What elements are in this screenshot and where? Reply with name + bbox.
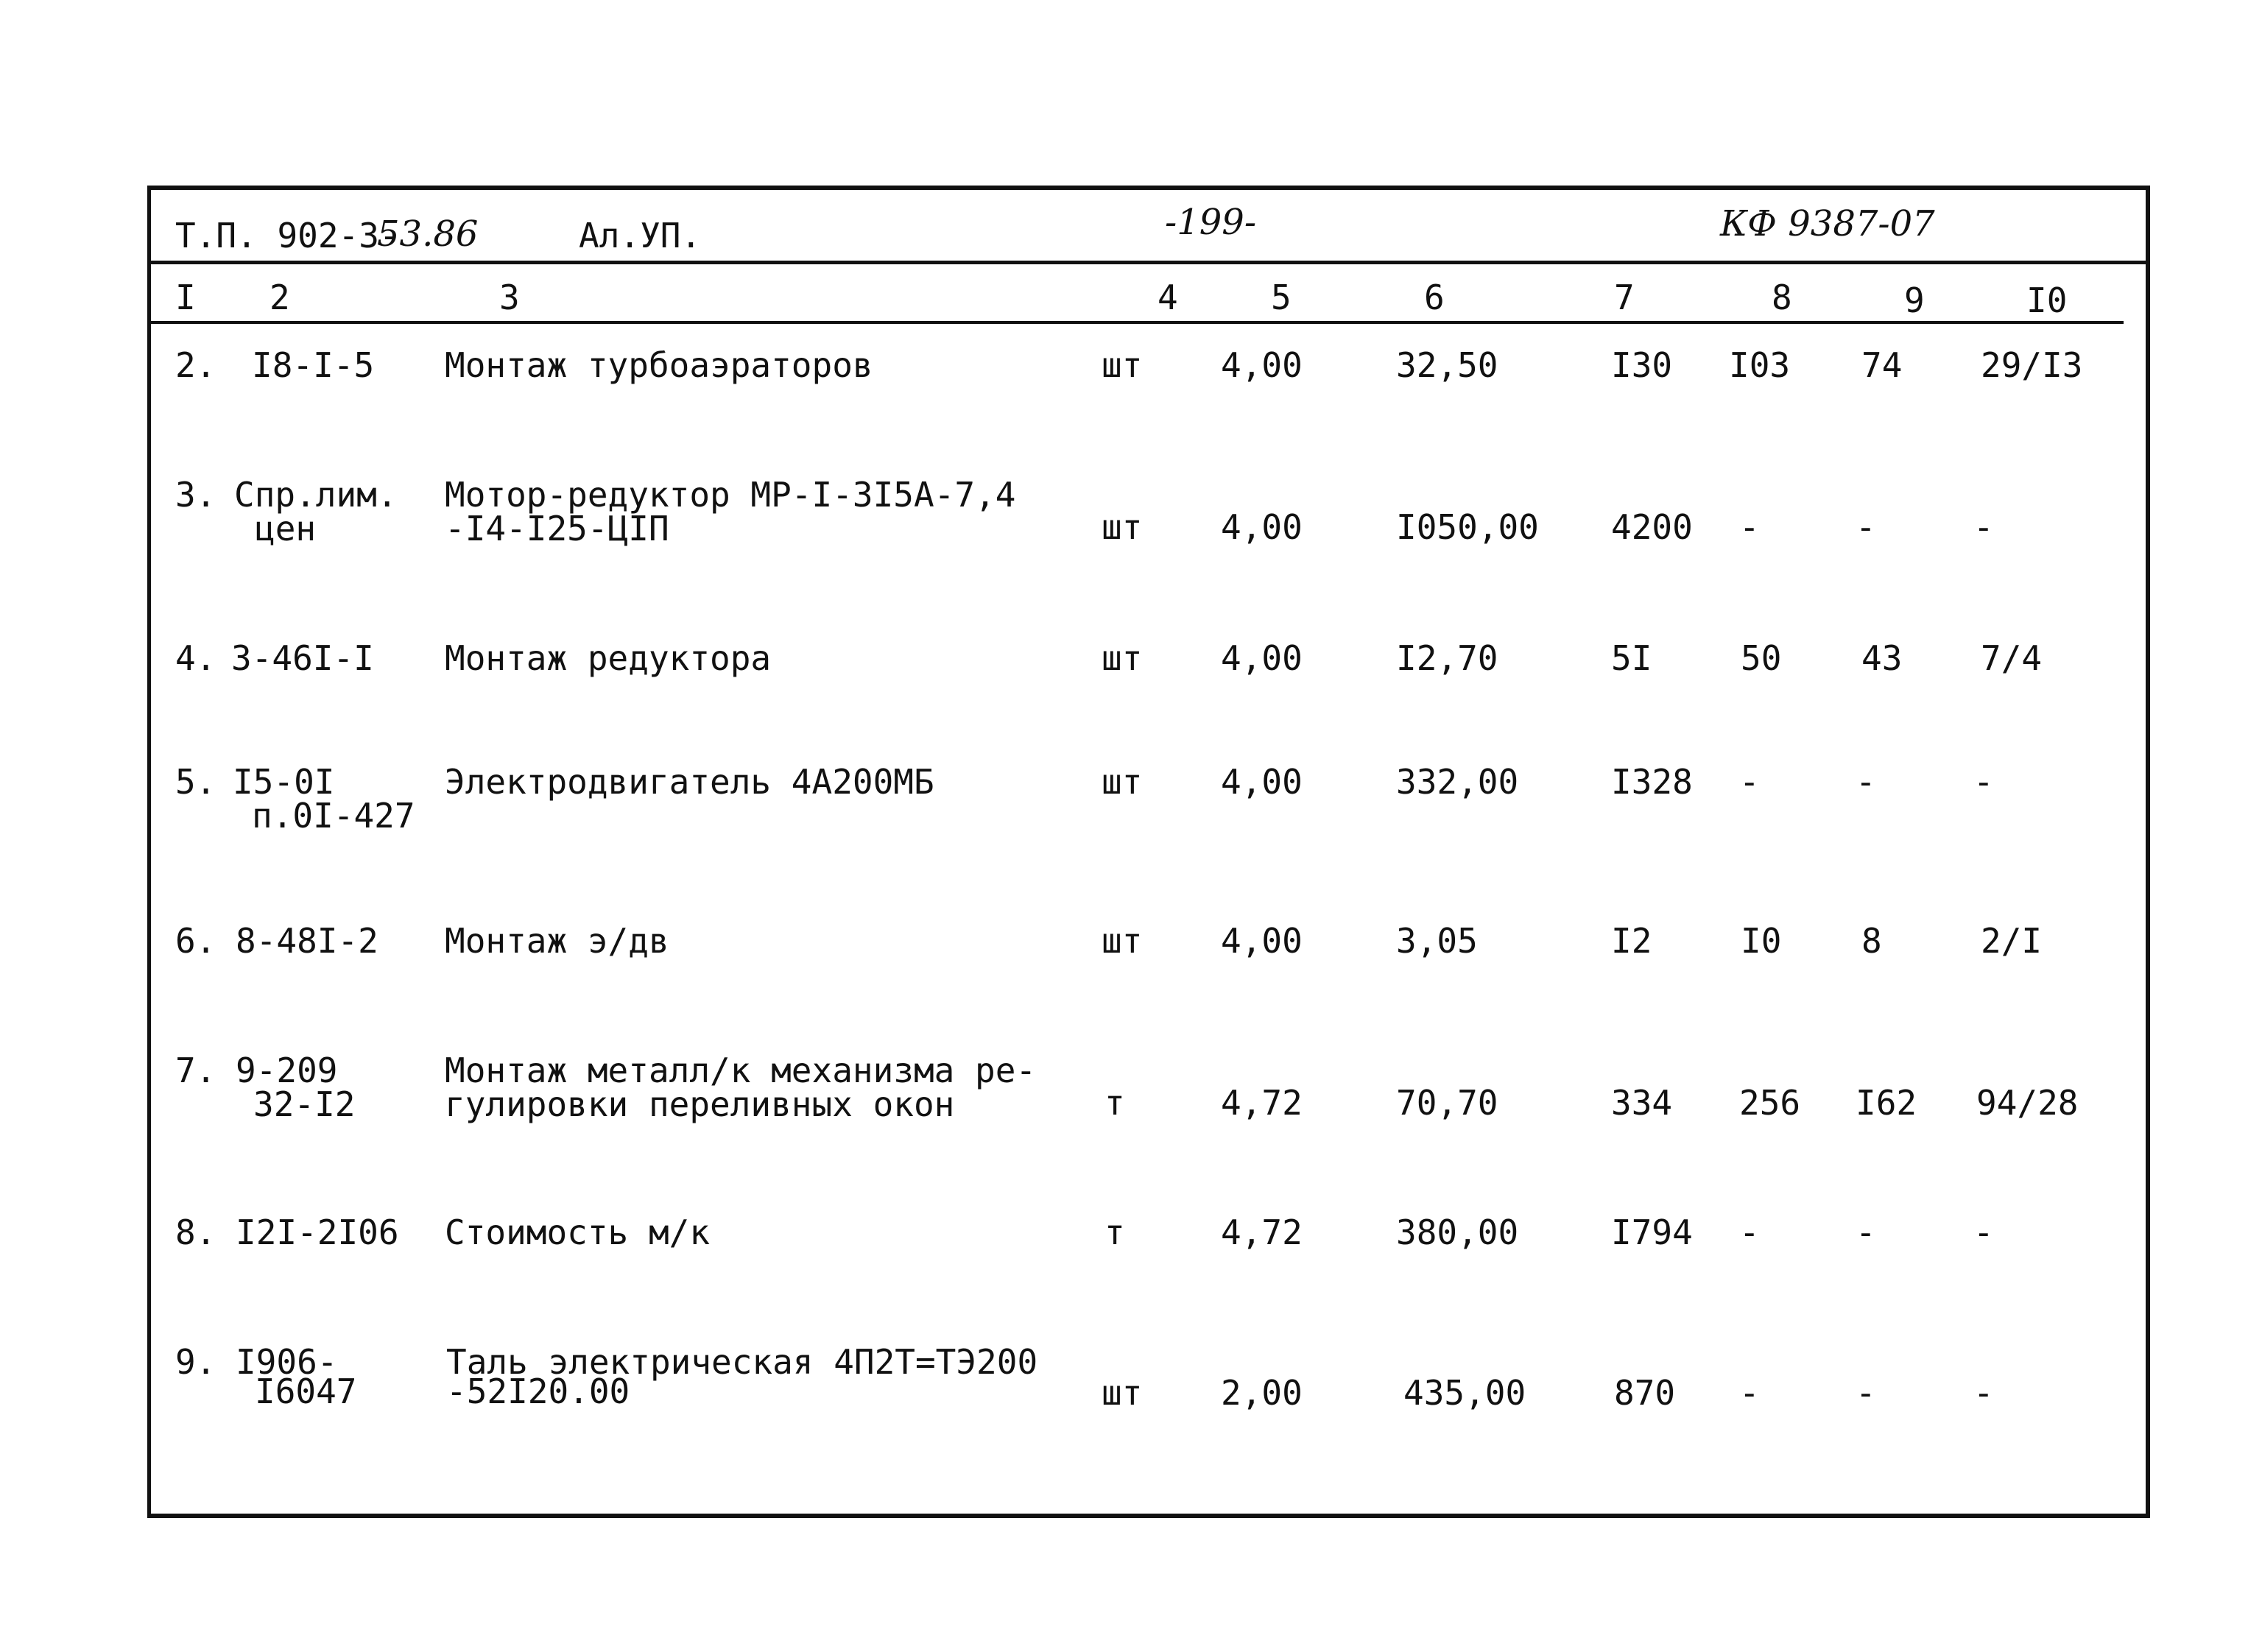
unit: шт xyxy=(1102,762,1143,802)
column-8-value: 50 xyxy=(1741,638,1782,678)
row-number: 6. xyxy=(175,921,216,961)
quantity: 4,72 xyxy=(1221,1083,1303,1123)
quantity: 4,00 xyxy=(1221,762,1303,802)
column-number-4: 4 xyxy=(1158,278,1178,317)
work-name: Электродвигатель 4А200МБ xyxy=(445,762,934,802)
work-name-line-2: -I4-I25-ЦIП xyxy=(445,509,669,548)
unit: шт xyxy=(1102,638,1143,678)
column-number-10: I0 xyxy=(2026,280,2068,320)
column-10-value: - xyxy=(1973,762,1994,802)
quantity: 4,00 xyxy=(1221,921,1303,961)
row-number: 2. xyxy=(175,345,216,385)
column-9-value: 43 xyxy=(1861,638,1903,678)
column-8-value: I0 xyxy=(1741,921,1782,961)
column-10-value: 29/I3 xyxy=(1981,345,2083,385)
column-8-value: - xyxy=(1739,507,1760,547)
column-8-value: 256 xyxy=(1739,1083,1801,1123)
work-name: Таль электрическая 4П2Т=ТЭ200 xyxy=(446,1342,1038,1382)
column-10-value: - xyxy=(1973,1373,1994,1413)
album-label: Ал.УП. xyxy=(579,216,702,255)
work-name: Монтаж турбоаэраторов xyxy=(445,345,873,385)
column-10-value: 2/I xyxy=(1981,921,2043,961)
total-cost: I328 xyxy=(1611,762,1693,802)
work-name: Стоимость м/к xyxy=(445,1212,711,1252)
column-number-3: 3 xyxy=(499,278,520,317)
unit: шт xyxy=(1102,507,1143,547)
row-number: 5. xyxy=(175,762,216,802)
row-number: 3. xyxy=(175,475,216,515)
total-cost: 334 xyxy=(1611,1083,1673,1123)
price-code: I8-I-5 xyxy=(252,345,375,385)
unit-price: I2,70 xyxy=(1396,638,1498,678)
column-number-5: 5 xyxy=(1271,278,1292,317)
column-8-value: - xyxy=(1739,762,1760,802)
unit-price: 70,70 xyxy=(1396,1083,1498,1123)
unit: шт xyxy=(1102,921,1143,961)
column-number-9: 9 xyxy=(1904,280,1925,320)
column-number-2: 2 xyxy=(269,278,290,317)
row-number: 9. xyxy=(175,1342,216,1382)
total-cost: I794 xyxy=(1611,1212,1693,1252)
price-code-line-2: цен xyxy=(255,509,317,548)
total-cost: 5I xyxy=(1611,638,1652,678)
column-9-value: - xyxy=(1856,1373,1876,1413)
work-name: Мотор-редуктор МР-I-3I5А-7,4 xyxy=(445,475,1016,515)
price-code: Спр.лим. xyxy=(234,475,398,515)
column-8-value: I03 xyxy=(1729,345,1791,385)
work-name: Монтаж э/дв xyxy=(445,921,669,961)
unit: т xyxy=(1104,1212,1125,1252)
column-8-value: - xyxy=(1739,1373,1760,1413)
row-number: 7. xyxy=(175,1051,216,1090)
unit: шт xyxy=(1102,345,1143,385)
price-code: 3-46I-I xyxy=(231,638,374,678)
column-header-underline xyxy=(150,321,2124,324)
price-code: 9-209 xyxy=(236,1051,338,1090)
price-code: I906- xyxy=(236,1342,338,1382)
column-9-value: 74 xyxy=(1861,345,1903,385)
doc-reference: Т.П. 902-3- xyxy=(175,216,400,255)
price-code: 8-48I-2 xyxy=(236,921,378,961)
doc-reference-handwritten: 53.86 xyxy=(377,213,479,255)
quantity: 4,00 xyxy=(1221,345,1303,385)
unit-price: 435,00 xyxy=(1403,1373,1526,1413)
row-number: 8. xyxy=(175,1212,216,1252)
price-code-line-2: 32-I2 xyxy=(253,1084,356,1124)
total-cost: I2 xyxy=(1611,921,1652,961)
document-code: КФ 9387-07 xyxy=(1720,203,1935,244)
column-10-value: 7/4 xyxy=(1981,638,2043,678)
column-8-value: - xyxy=(1739,1212,1760,1252)
column-number-7: 7 xyxy=(1614,278,1635,317)
column-number-1: I xyxy=(175,278,196,317)
row-number: 4. xyxy=(175,638,216,678)
column-number-8: 8 xyxy=(1772,278,1792,317)
quantity: 4,00 xyxy=(1221,507,1303,547)
column-9-value: - xyxy=(1856,507,1876,547)
total-cost: I30 xyxy=(1611,345,1673,385)
unit-price: 32,50 xyxy=(1396,345,1498,385)
unit-price: 3,05 xyxy=(1396,921,1478,961)
quantity: 2,00 xyxy=(1221,1373,1303,1413)
page-number: -199- xyxy=(1165,202,1257,243)
price-code: I5-0I xyxy=(233,762,335,802)
column-10-value: - xyxy=(1973,507,1994,547)
column-9-value: 8 xyxy=(1861,921,1882,961)
unit-price: I050,00 xyxy=(1396,507,1539,547)
column-10-value: - xyxy=(1973,1212,1994,1252)
unit: т xyxy=(1104,1083,1125,1123)
column-9-value: I62 xyxy=(1856,1083,1917,1123)
column-9-value: - xyxy=(1856,1212,1876,1252)
column-9-value: - xyxy=(1856,762,1876,802)
work-name: Монтаж редуктора xyxy=(445,638,772,678)
work-name-line-2: -52I20.00 xyxy=(446,1372,630,1411)
column-10-value: 94/28 xyxy=(1976,1083,2079,1123)
total-cost: 870 xyxy=(1614,1373,1676,1413)
header-divider xyxy=(147,261,2150,264)
price-code: I2I-2I06 xyxy=(236,1212,399,1252)
quantity: 4,00 xyxy=(1221,638,1303,678)
work-name: Монтаж металл/к механизма ре- xyxy=(445,1051,1037,1090)
work-name-line-2: гулировки переливных окон xyxy=(445,1084,955,1124)
total-cost: 4200 xyxy=(1611,507,1693,547)
unit-price: 380,00 xyxy=(1396,1212,1519,1252)
table-frame xyxy=(147,186,2150,1518)
unit: шт xyxy=(1102,1373,1143,1413)
column-number-6: 6 xyxy=(1424,278,1445,317)
price-code-line-2: п.0I-427 xyxy=(252,796,415,836)
quantity: 4,72 xyxy=(1221,1212,1303,1252)
unit-price: 332,00 xyxy=(1396,762,1519,802)
price-code-line-2: I6047 xyxy=(255,1372,357,1411)
